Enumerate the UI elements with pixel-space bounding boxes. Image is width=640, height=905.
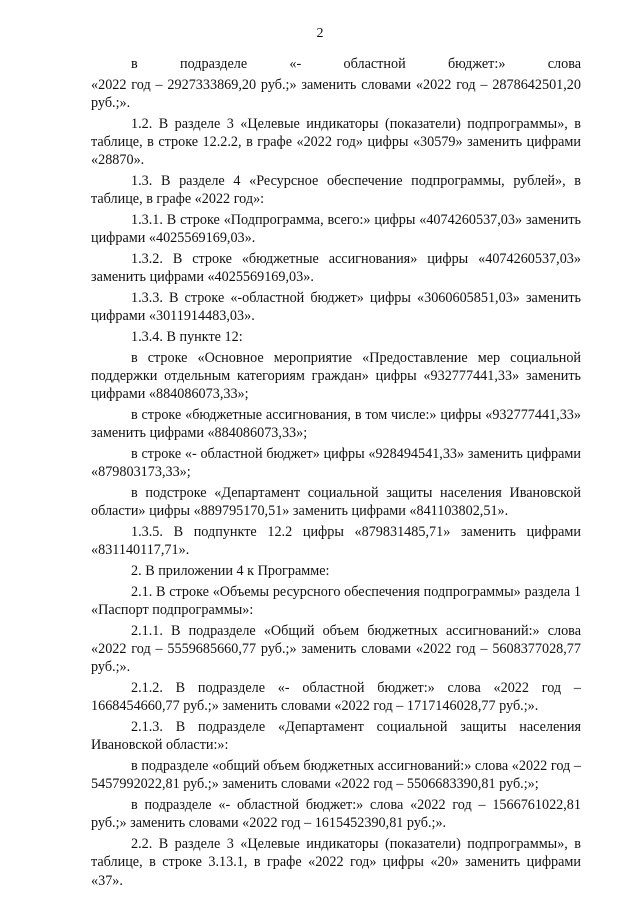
paragraph: в подразделе «- областной бюджет:» слова «2022 год – 1566761022,81 руб.;» заменить словами «2022 год – 1615452390,81 руб.;». (91, 797, 581, 832)
paragraph: 2.2. В разделе 3 «Целевые индикаторы (показатели) подпрограммы», в таблице, в строке 3.13.1, в графе «2022 год» цифры «20» заменить цифрами «37». (91, 836, 581, 889)
paragraph: 2.1. В строке «Объемы ресурсного обеспечения подпрограммы» раздела 1 «Паспорт подпрограммы»: (91, 583, 581, 618)
paragraph: в строке «- областной бюджет» цифры «928494541,33» заменить цифрами «879803173,33»; (91, 446, 581, 481)
paragraph: 2.1.1. В подразделе «Общий объем бюджетных ассигнований:» слова «2022 год – 5559685660,77 руб.;» заменить словами «2022 год – 5608377028,77 руб.;». (91, 622, 581, 676)
paragraph: 1.3.4. В пункте 12: (131, 329, 243, 345)
paragraph: в строке «бюджетные ассигнования, в том числе:» цифры «932777441,33» заменить цифрами «884086073,33»; (91, 407, 581, 442)
paragraph: 1.3.2. В строке «бюджетные ассигнования» цифры «4074260537,03» заменить цифрами «4025569169,03». (91, 251, 581, 286)
paragraph: «2022 год – 2927333869,20 руб.;» заменить словами «2022 год – 2878642501,20 руб.;». (91, 76, 581, 111)
paragraph: в подстроке «Департамент социальной защиты населения Ивановской области» цифры «889795170,51» заменить цифрами «841103802,51». (91, 485, 581, 520)
paragraph: 2.1.3. В подразделе «Департамент социальной защиты населения Ивановской области:»: (91, 719, 581, 754)
paragraph: в подразделе «общий объем бюджетных ассигнований:» слова «2022 год – 5457992022,81 руб.;» заменить словами «2022 год – 5506683390,81 руб.;»; (91, 758, 581, 793)
paragraph: 1.3. В разделе 4 «Ресурсное обеспечение подпрограммы, рублей», в таблице, в графе «2022 год»: (91, 173, 581, 208)
document-body (91, 55, 581, 892)
paragraph: 2.1.2. В подразделе «- областной бюджет:» слова «2022 год – 1668454660,77 руб.;» заменить словами «2022 год – 1717146028,77 руб.;». (91, 680, 581, 715)
paragraph: в строке «Основное мероприятие «Предоставление мер социальной поддержки отдельным категориям граждан» цифры «932777441,33» заменить цифрами «884086073,33»; (91, 349, 581, 403)
paragraph: 1.3.3. В строке «-областной бюджет» цифры «3060605851,03» заменить цифрами «3011914483,03». (91, 290, 581, 325)
paragraph: 1.2. В разделе 3 «Целевые индикаторы (показатели) подпрограммы», в таблице, в строке 12.2.2, в графе «2022 год» цифры «30579» заменить цифрами «28870». (91, 115, 581, 169)
paragraph: 1.3.5. В подпункте 12.2 цифры «879831485,71» заменить цифрами «831140117,71». (91, 524, 581, 559)
paragraph: 2. В приложении 4 к Программе: (131, 563, 330, 579)
paragraph: 1.3.1. В строке «Подпрограмма, всего:» цифры «4074260537,03» заменить цифрами «4025569169,03». (91, 212, 581, 247)
paragraph: в подразделе «- областной бюджет:» слова (131, 56, 581, 72)
page-number: 2 (316, 26, 324, 41)
